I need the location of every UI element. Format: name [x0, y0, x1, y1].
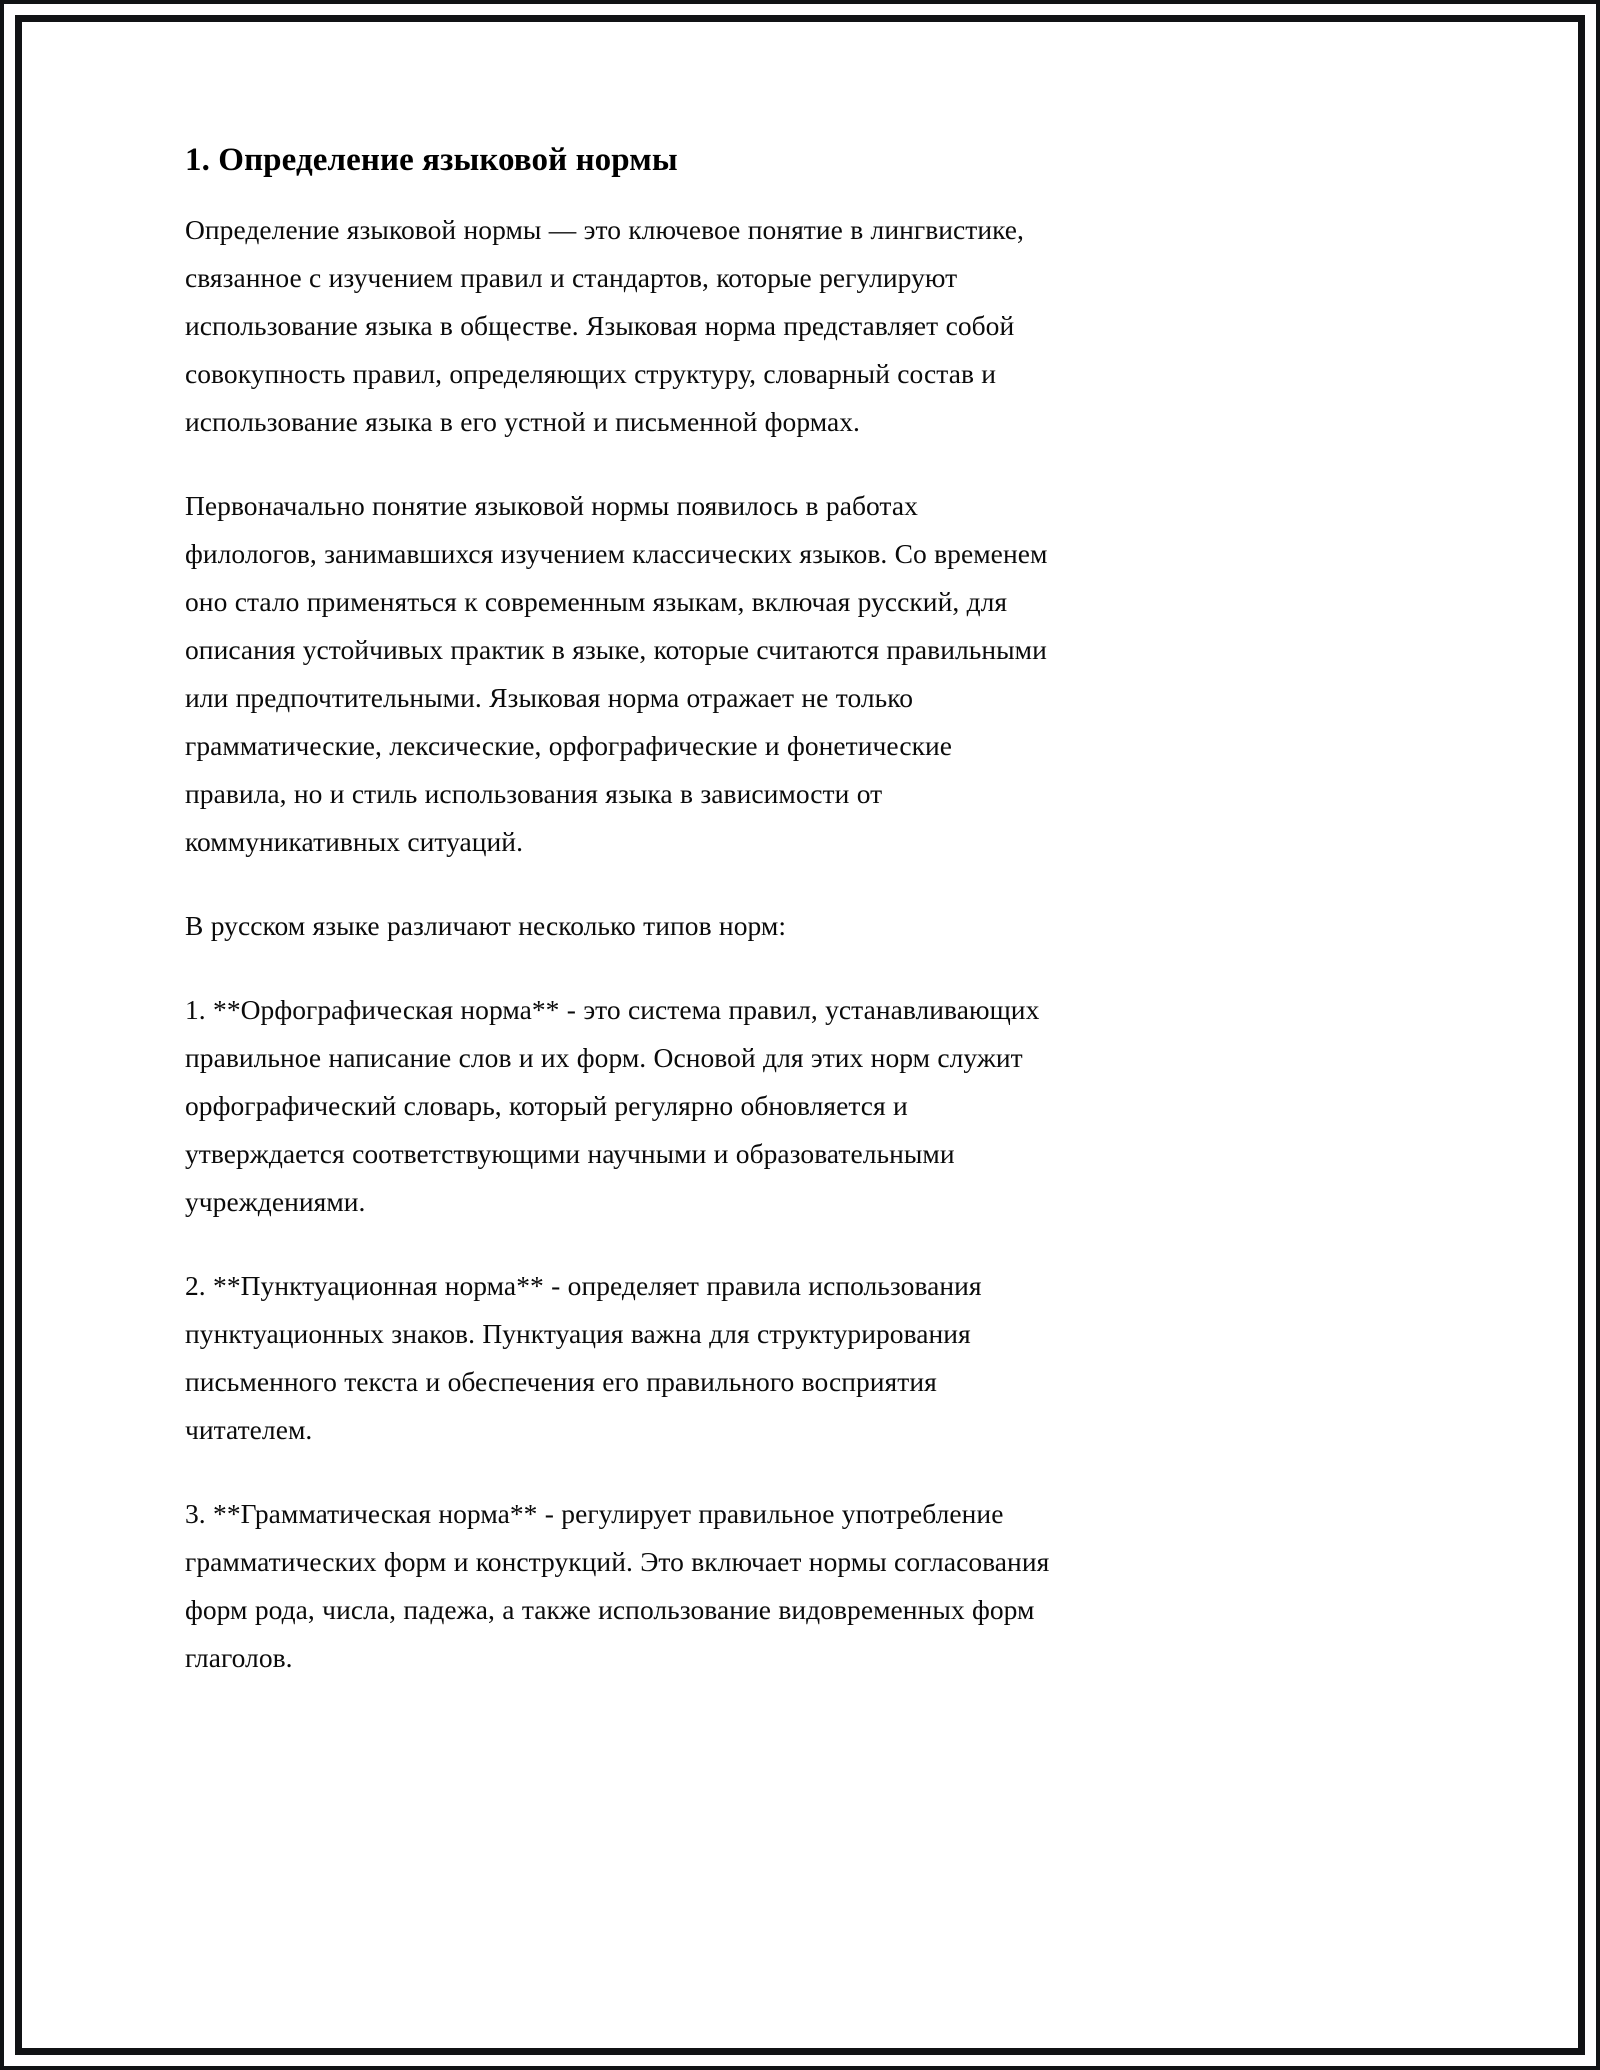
- list-item-orthographic-norm: 1. **Орфографическая норма** - это система правил, устанавливающих правильное написание слов и их форм. Основой для этих норм служит орфографический словарь, который регулярно обновляется и утверждается соответствующими научными и образовательными учреждениями.: [185, 994, 1040, 1218]
- paragraph-definition-intro: Определение языковой нормы — это ключевое понятие в лингвистике, связанное с изучением правил и стандартов, которые регулируют использование языка в обществе. Языковая норма представляет собой совокупность правил, определяющих структуру, словарный состав и использование языка в его устной и письменной формах.: [185, 214, 1024, 438]
- document-body: [185, 140, 1057, 1682]
- list-item-punctuation-norm: 2. **Пунктуационная норма** - определяет правила использования пунктуационных знаков. Пунктуация важна для структурирования письменного текста и обеспечения его правильного восприятия читателем.: [185, 1270, 982, 1446]
- paragraph-history-of-norm: Первоначально понятие языковой нормы появилось в работах филологов, занимавшихся изучением классических языков. Со временем оно стало применяться к современным языкам, включая русский, для описания устойчивых практик в языке, которые считаются правильными или предпочтительными. Языковая норма отражает не только грамматические, лексические, орфографические и фонетические правила, но и стиль использования языка в зависимости от коммуникативных ситуаций.: [185, 490, 1048, 858]
- page-border-inner: [15, 15, 1585, 2055]
- page-title: 1. Определение языковой нормы: [185, 142, 678, 178]
- paragraph-norm-types-lead-in: В русском языке различают несколько типов норм:: [185, 910, 787, 942]
- list-item-grammatical-norm: 3. **Грамматическая норма** - регулирует правильное употребление грамматических форм и конструкций. Это включает нормы согласования форм рода, числа, падежа, а также использование видовременных форм глаголов.: [185, 1498, 1050, 1674]
